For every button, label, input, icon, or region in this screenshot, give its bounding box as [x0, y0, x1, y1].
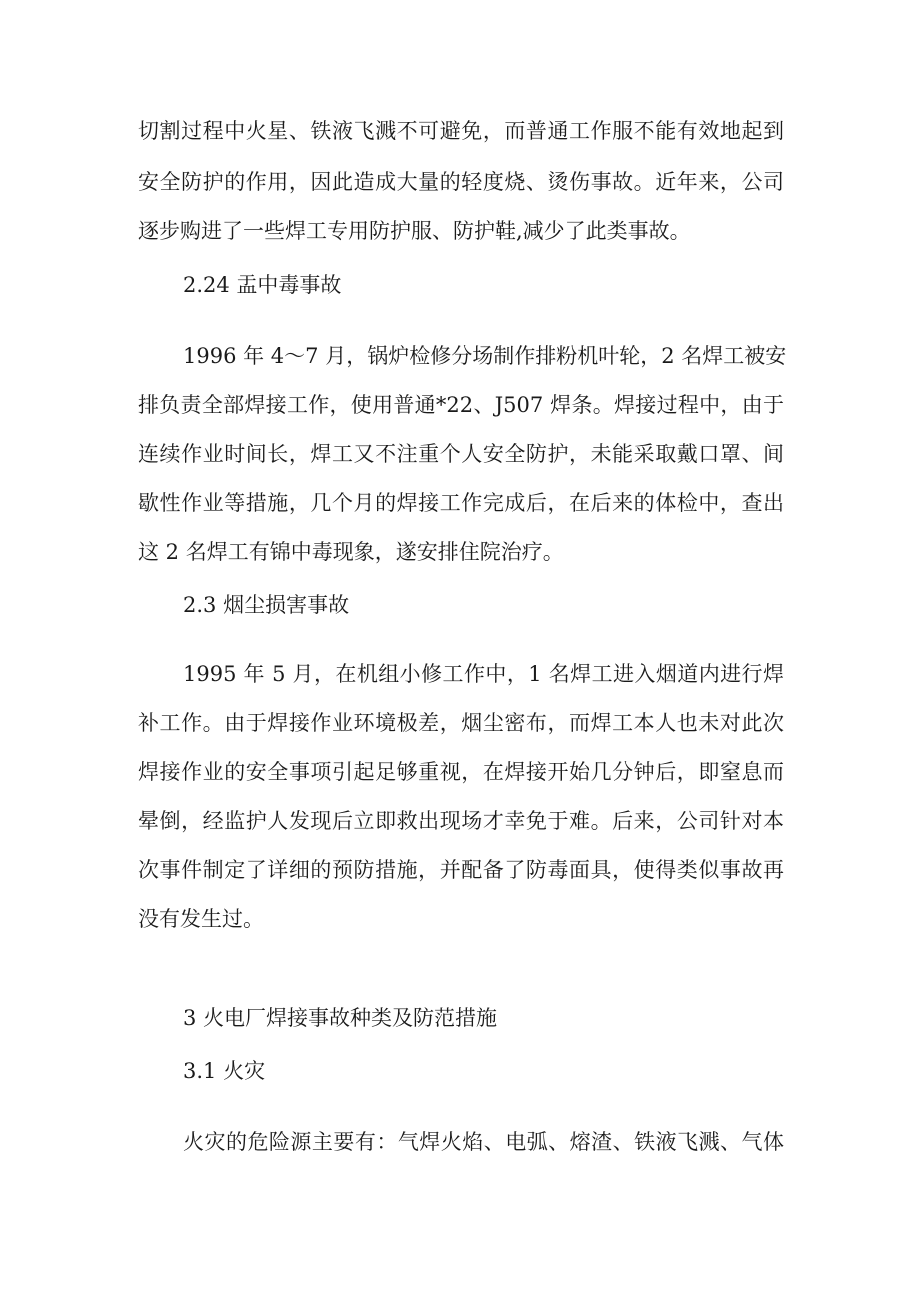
paragraph-line: 连续作业时间长，焊工又不注重个人安全防护，未能采取戴口罩、间 [138, 442, 784, 466]
paragraph-line: 晕倒，经监护人发现后立即救出现场才幸免于难。后来，公司针对本 [138, 809, 784, 833]
paragraph-line: 没有发生过。 [138, 907, 264, 931]
paragraph-line: 逐步购进了一些焊工专用防护服、防护鞋,减少了此类事故。 [138, 219, 691, 243]
paragraph-line: 歇性作业等措施，几个月的焊接工作完成后，在后来的体检中，查出 [138, 491, 784, 515]
section-heading: 2.3 烟尘损害事故 [183, 593, 350, 617]
paragraph-line: 次事件制定了详细的预防措施，并配备了防毒面具，使得类似事故再 [138, 858, 784, 882]
paragraph-line: 焊接作业的安全事项引起足够重视，在焊接开始几分钟后，即窒息而 [138, 760, 784, 784]
paragraph-line: 排负责全部焊接工作，使用普通*22、J507 焊条。焊接过程中，由于 [138, 393, 784, 417]
section-heading: 2.24 盂中毒事故 [183, 273, 342, 297]
paragraph-line: 补工作。由于焊接作业环境极差，烟尘密布，而焊工本人也未对此次 [138, 711, 784, 735]
chapter-heading: 3 火电厂焊接事故种类及防范措施 [183, 1006, 498, 1030]
paragraph-line: 1995 年 5 月，在机组小修工作中，1 名焊工进入烟道内进行焊 [183, 662, 784, 686]
paragraph-line: 这 2 名焊工有锦中毒现象，遂安排住院治疗。 [138, 540, 564, 564]
paragraph-line: 火灾的危险源主要有：气焊火焰、电弧、熔渣、铁液飞溅、气体 [183, 1130, 784, 1154]
paragraph-line: 1996 年 4～7 月，锅炉检修分场制作排粉机叶轮，2 名焊工被安 [183, 344, 787, 368]
paragraph-line: 切割过程中火星、铁液飞溅不可避免，而普通工作服不能有效地起到 [138, 119, 784, 143]
paragraph-line: 安全防护的作用，因此造成大量的轻度烧、烫伤事故。近年来，公司 [138, 170, 784, 194]
section-heading: 3.1 火灾 [183, 1059, 266, 1083]
